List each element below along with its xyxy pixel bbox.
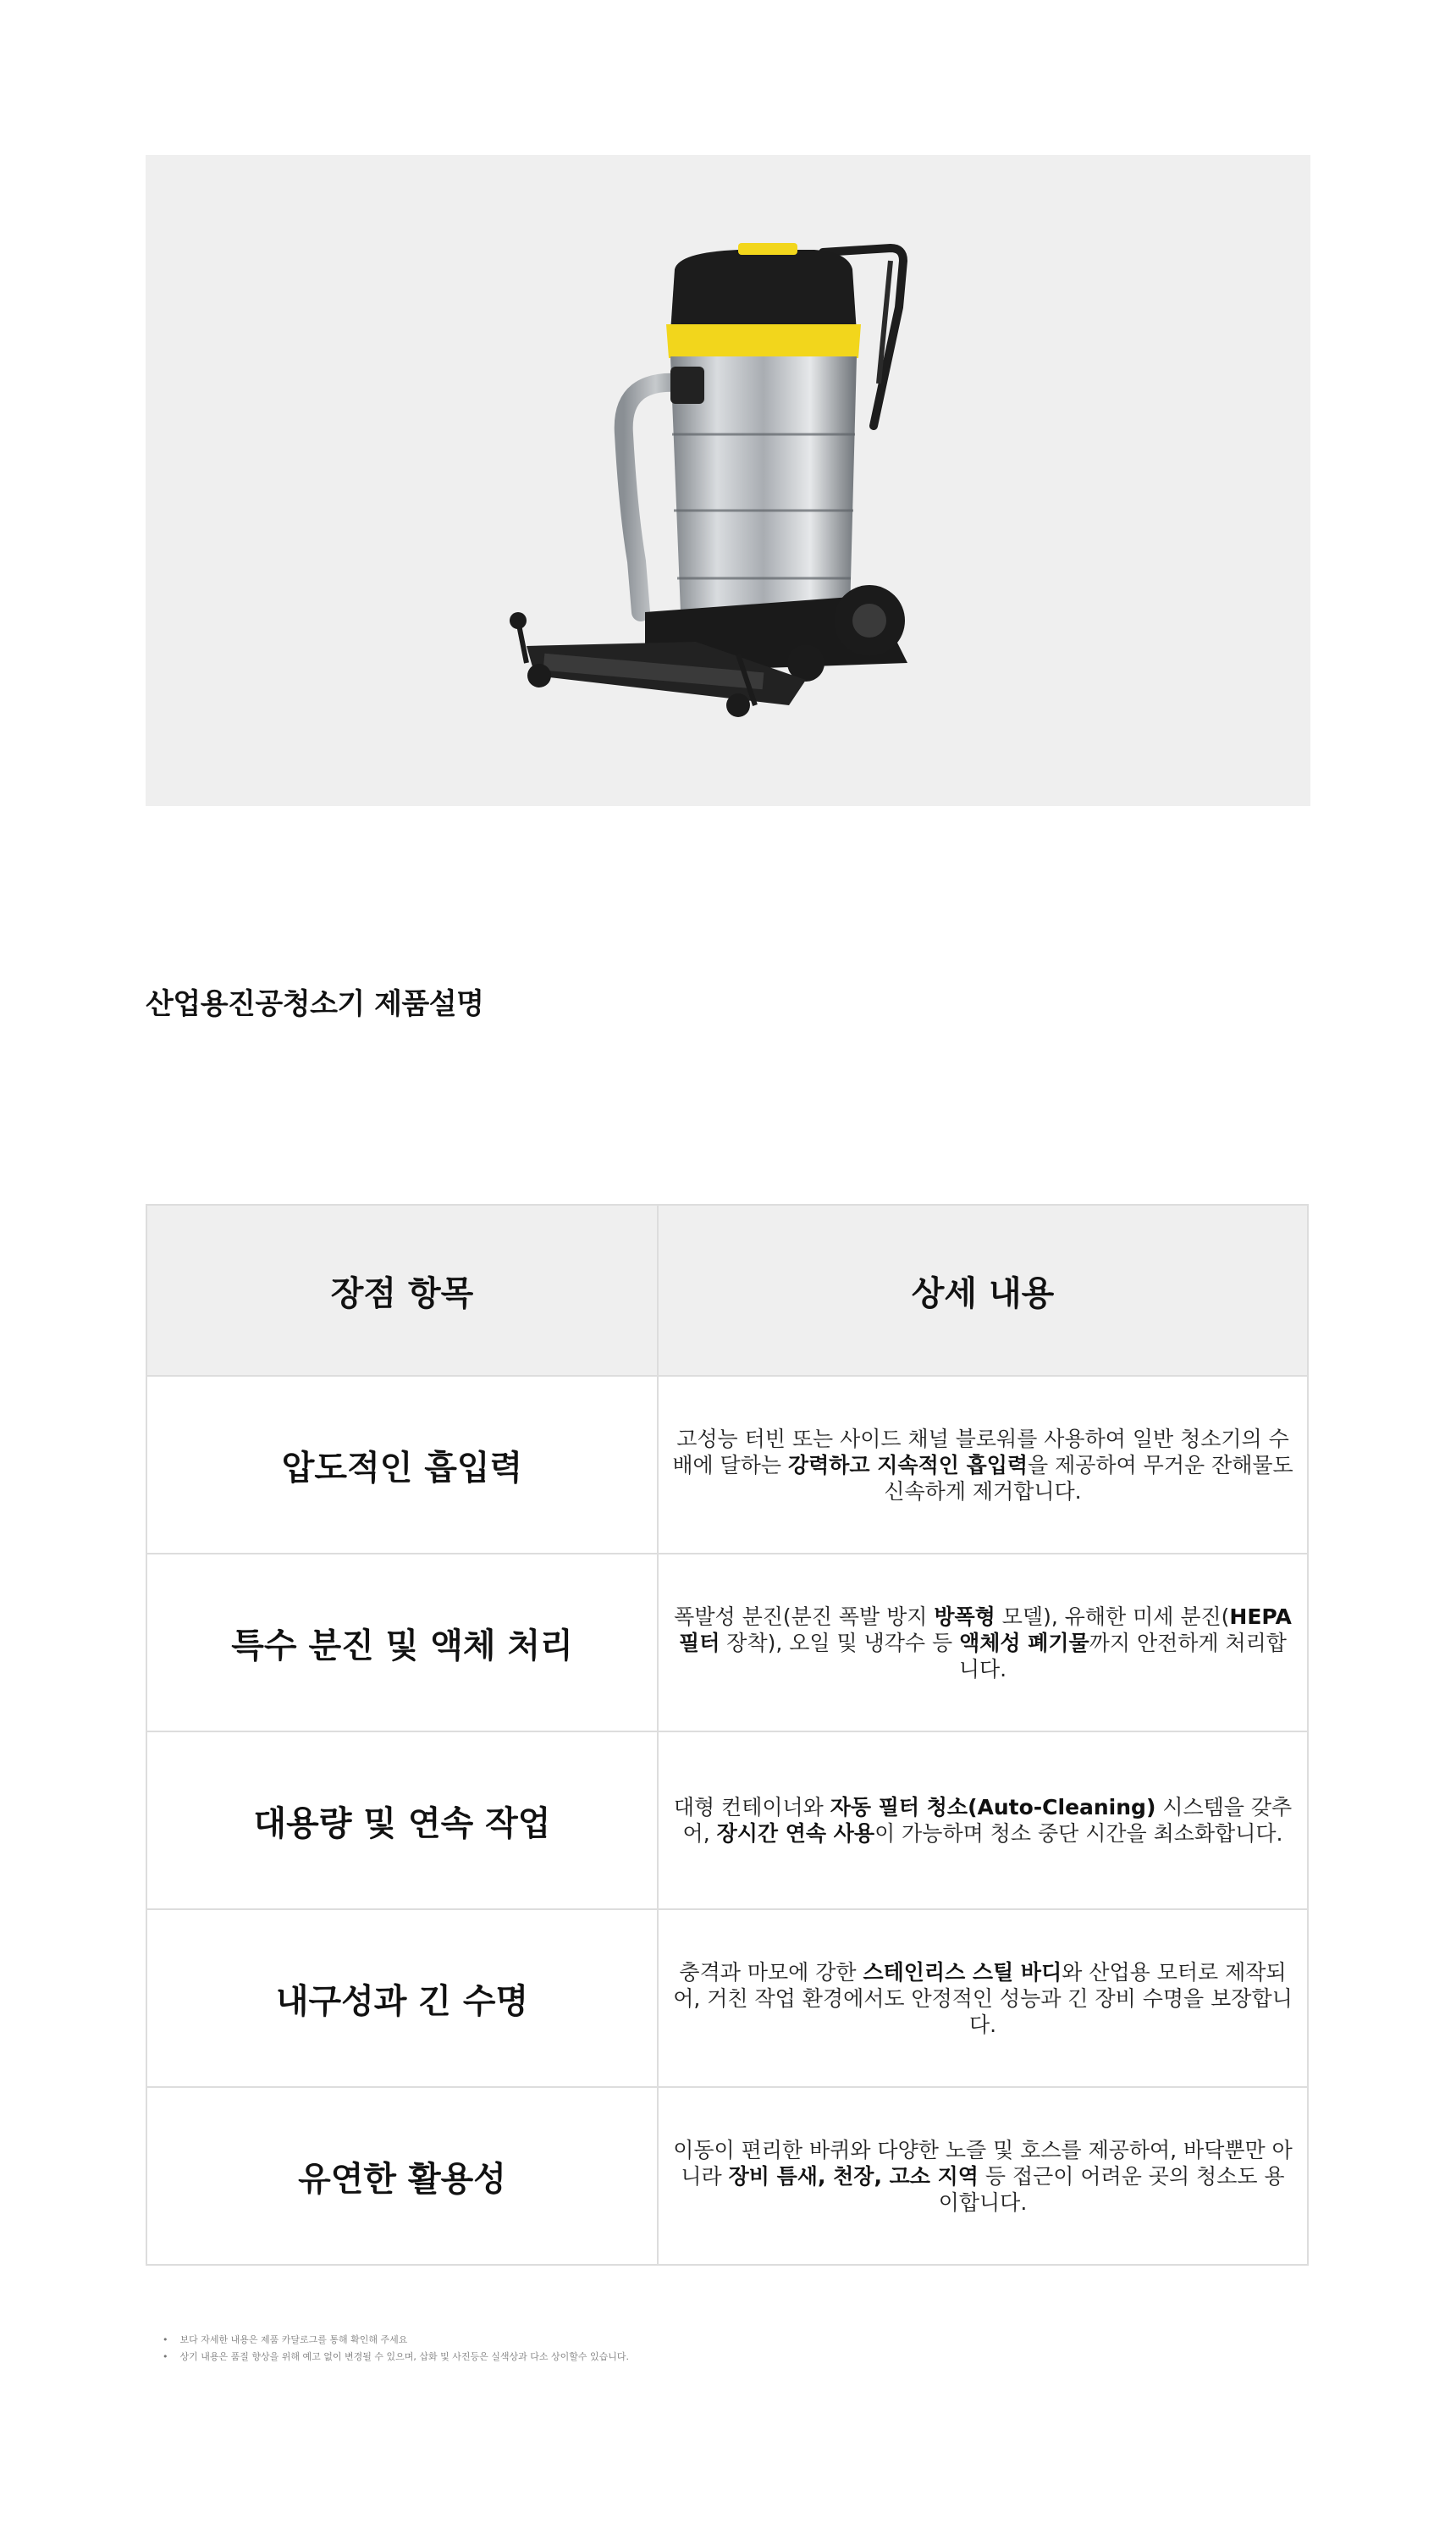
feature-name-cell: 유연한 활용성 [146, 2087, 658, 2265]
description-text: 을 제공하여 무거운 잔해물도 신속하게 제거합니다. [884, 1452, 1293, 1504]
section-title: 산업용진공청소기 제품설명 [146, 987, 484, 1021]
footnote-item: • 보다 자세한 내용은 제품 카달로그를 통해 확인해 주세요 [163, 2332, 629, 2349]
description-emphasis: HEPA 필터 [679, 1604, 1292, 1655]
feature-description-cell [658, 1731, 1308, 1909]
table-row [146, 1376, 1308, 1554]
table-row [146, 1554, 1308, 1731]
description-text: 폭발성 분진(분진 폭발 방지 [674, 1604, 935, 1629]
header-cell-detail: 상세 내용 [658, 1205, 1308, 1376]
yellow-ring [666, 324, 861, 358]
feature-name-cell: 압도적인 흡입력 [146, 1376, 658, 1554]
table-header-row [146, 1205, 1308, 1376]
product-image-panel [146, 155, 1310, 806]
lid [670, 250, 857, 333]
feature-table [146, 1204, 1309, 2266]
feature-name-cell: 내구성과 긴 수명 [146, 1909, 658, 2087]
description-emphasis: 장시간 연속 사용 [716, 1821, 875, 1846]
footnotes [163, 2332, 629, 2366]
table-row [146, 1909, 1308, 2087]
feature-name-cell: 대용량 및 연속 작업 [146, 1731, 658, 1909]
description-text: 시스템을 갖추어, [682, 1795, 1293, 1846]
footnote-item: • 상기 내용은 품질 향상을 위해 예고 없이 변경될 수 있으며, 삽화 및 사진등은 실색상과 다소 상이할수 있습니다. [163, 2349, 629, 2366]
table-row [146, 1731, 1308, 1909]
description-text: 모델), 유해한 미세 분진( [995, 1604, 1230, 1629]
description-text: 까지 안전하게 처리합니다. [958, 1630, 1287, 1681]
description-emphasis: 스테인리스 스틸 바디 [863, 1959, 1062, 1985]
feature-description-cell [658, 1376, 1308, 1554]
header-cell-feature: 장점 항목 [146, 1205, 658, 1376]
feature-description-cell [658, 2087, 1308, 2265]
description-text: 등 접근이 어려운 곳의 청소도 용이합니다. [938, 2163, 1285, 2215]
description-text: 이동이 편리한 바퀴와 다양한 노즐 및 호스를 제공하여, 바닥뿐만 아니라 [673, 2137, 1293, 2189]
industrial-vacuum-cleaner-illustration [146, 155, 1310, 806]
description-emphasis: 액체성 폐기물 [959, 1630, 1089, 1655]
description-text: 고성능 터빈 또는 사이드 채널 블로워를 사용하여 일반 청소기의 수배에 달하는 [672, 1426, 1289, 1477]
feature-description-cell [658, 1909, 1308, 2087]
description-emphasis: 자동 필터 청소(Auto-Cleaning) [830, 1795, 1156, 1819]
feature-description-cell [658, 1554, 1308, 1731]
description-emphasis: 방폭형 [934, 1604, 995, 1629]
description-text: 장착), 오일 및 냉각수 등 [720, 1630, 960, 1655]
description-text: 충격과 마모에 강한 [679, 1959, 863, 1985]
table-row [146, 2087, 1308, 2265]
description-text: 이 가능하며 청소 중단 시간을 최소화합니다. [874, 1821, 1283, 1846]
description-text: 와 산업용 모터로 제작되어, 거친 작업 환경에서도 안정적인 성능과 긴 장비 수명을 보장합니다. [673, 1959, 1293, 2037]
description-text: 대형 컨테이너와 [673, 1795, 830, 1819]
description-emphasis: 장비 틈새, 천장, 고소 지역 [728, 2163, 979, 2189]
feature-name-cell: 특수 분진 및 액체 처리 [146, 1554, 658, 1731]
description-emphasis: 강력하고 지속적인 흡입력 [787, 1452, 1029, 1477]
